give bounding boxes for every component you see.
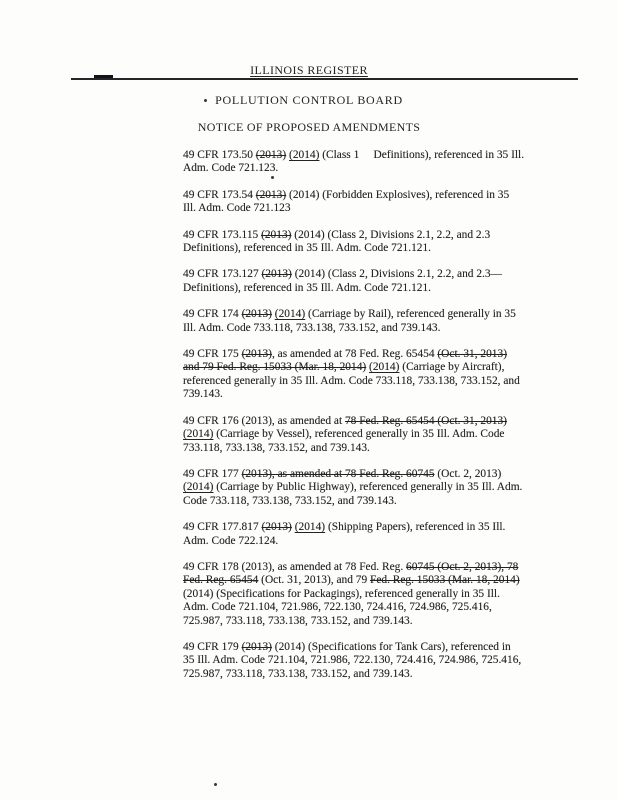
text-run: 49 CFR 177.817 — [183, 521, 262, 534]
text-run: (Carriage by Vessel), referenced generally in 35 Ill. Adm. Code — [213, 428, 505, 441]
amendment-paragraph — [183, 149, 593, 176]
text-run-underline: (2014) — [369, 361, 400, 374]
text-run: 49 CFR 173.115 — [183, 228, 262, 241]
text-run-underline: (2014) — [274, 308, 306, 321]
text-run: , as amended at 78 Fed. Reg. 65454 — [271, 348, 438, 361]
text-run: (2014) (Class 2, Divisions 2.1, 2.2, and 2.3 — [291, 228, 491, 241]
text-run-strike: Fed. Reg. 15033 (Mar. 18, 2014) — [369, 574, 520, 587]
text-run: 49 CFR 179 — [183, 640, 242, 653]
text-run: 49 CFR 173.54 — [183, 188, 256, 201]
text-run: Adm. Code 721.123. — [183, 162, 279, 175]
text-run: Ill. Adm. Code 733.118, 733.138, 733.152, and 739.143. — [183, 321, 441, 334]
text-run-strike: (2013), as amended at 78 Fed. Reg. 60745 — [241, 467, 435, 480]
text-run: 49 CFR 178 (2013), as amended at 78 Fed. Reg. — [183, 560, 407, 573]
text-run-underline: (2014) — [183, 481, 214, 494]
amendment-paragraph — [183, 521, 593, 548]
notice-title: NOTICE OF PROPOSED AMENDMENTS — [197, 120, 421, 134]
text-run-strike: 78 Fed. Reg. 65454 (Oct. 31, 2013) — [344, 414, 507, 427]
text-run: 49 CFR 176 (2013), as amended at — [183, 414, 345, 427]
text-run: (2014) (Class 2, Divisions 2.1, 2.2, and 2.3— — [291, 268, 502, 281]
text-run: Definitions), referenced in 35 Ill. Adm. Code 721.121. — [183, 242, 432, 255]
text-run: 49 CFR 175 — [183, 348, 242, 361]
scan-artifact-dot — [204, 99, 207, 102]
text-run: 733.118, 733.138, 733.152, and 739.143. — [183, 441, 370, 454]
text-run: Definitions), referenced in 35 Ill. Adm. Code 721.121. — [183, 281, 432, 294]
text-run-strike: (2013) — [255, 149, 287, 161]
text-run-underline: (2014) — [183, 428, 214, 441]
text-run: (Carriage by Rail), referenced generally in 35 — [305, 308, 516, 321]
text-run: 49 CFR 174 — [183, 308, 242, 321]
amendment-paragraph — [183, 561, 593, 628]
text-run: (2014) (Specifications for Tank Cars), referenced in — [271, 640, 511, 653]
amendment-paragraph — [183, 189, 593, 216]
text-run-strike: (2013) — [255, 188, 287, 201]
text-run-strike: 60745 (Oct. 2, 2013), 78 — [406, 560, 519, 573]
text-run: (Carriage by Aircraft), — [399, 361, 505, 374]
text-run: 739.143. — [183, 388, 223, 401]
amendments-body — [183, 149, 593, 694]
text-run-strike: (2013) — [241, 348, 272, 361]
amendment-paragraph — [183, 308, 593, 335]
text-run-strike: (Oct. 31, 2013) — [437, 348, 507, 361]
text-run: (2014) (Forbidden Explosives), referenced in 35 — [286, 188, 510, 201]
text-run: (Oct. 31, 2013), and 79 — [258, 574, 370, 587]
header-rule — [71, 78, 578, 80]
text-run: (Carriage by Public Highway), referenced generally in 35 Ill. Adm. — [213, 481, 523, 494]
text-run-strike: (2013) — [261, 268, 292, 281]
text-run-strike: Fed. Reg. 65454 — [183, 574, 259, 587]
amendment-paragraph — [183, 641, 593, 681]
text-run-underline: (2014) — [294, 521, 326, 534]
text-run-underline: (2014) — [289, 149, 320, 161]
text-run: Ill. Adm. Code 721.123 — [183, 202, 291, 215]
text-run: (Class 1 Definitions), referenced in 35 Ill. — [319, 149, 525, 161]
text-run: (Oct. 2, 2013) — [434, 467, 502, 480]
text-run-strike: (2013) — [261, 521, 292, 534]
text-run: referenced generally in 35 Ill. Adm. Code 733.118, 733.138, 733.152, and — [183, 374, 520, 387]
text-run-strike: (2013) — [241, 308, 272, 321]
text-run: 725.987, 733.118, 733.138, 733.152, and 739.143. — [183, 614, 413, 627]
board-title: POLLUTION CONTROL BOARD — [215, 93, 403, 107]
text-run: 49 CFR 173.50 — [183, 149, 256, 161]
amendment-paragraph — [183, 268, 593, 295]
text-run: (2014) (Specifications for Packagings), referenced generally in 35 Ill. — [183, 587, 500, 600]
amendment-paragraph — [183, 415, 593, 455]
text-run: (Shipping Papers), referenced in 35 Ill. — [325, 521, 506, 534]
amendment-paragraph — [183, 229, 593, 256]
text-run-strike: (2013) — [261, 228, 292, 241]
text-run-strike: (2013) — [241, 640, 272, 653]
amendment-paragraph — [183, 468, 593, 508]
text-run: 49 CFR 177 — [183, 467, 242, 480]
text-run: Adm. Code 722.124. — [183, 534, 279, 547]
amendment-paragraph — [183, 348, 593, 402]
scan-artifact-dot — [214, 783, 217, 786]
text-run: Code 733.118, 733.138, 733.152, and 739.143. — [183, 494, 397, 507]
text-run-strike: and 79 Fed. Reg. 15033 (Mar. 18, 2014) — [183, 361, 367, 374]
text-run: 35 Ill. Adm. Code 721.104, 721.986, 722.130, 724.416, 724.986, 725.416, — [183, 654, 522, 667]
text-run: 725.987, 733.118, 733.138, 733.152, and 739.143. — [183, 667, 413, 680]
register-title: ILLINOIS REGISTER — [250, 63, 368, 77]
text-run: 49 CFR 173.127 — [183, 268, 262, 281]
text-run: Adm. Code 721.104, 721.986, 722.130, 724.416, 724.986, 725.416, — [183, 601, 492, 614]
